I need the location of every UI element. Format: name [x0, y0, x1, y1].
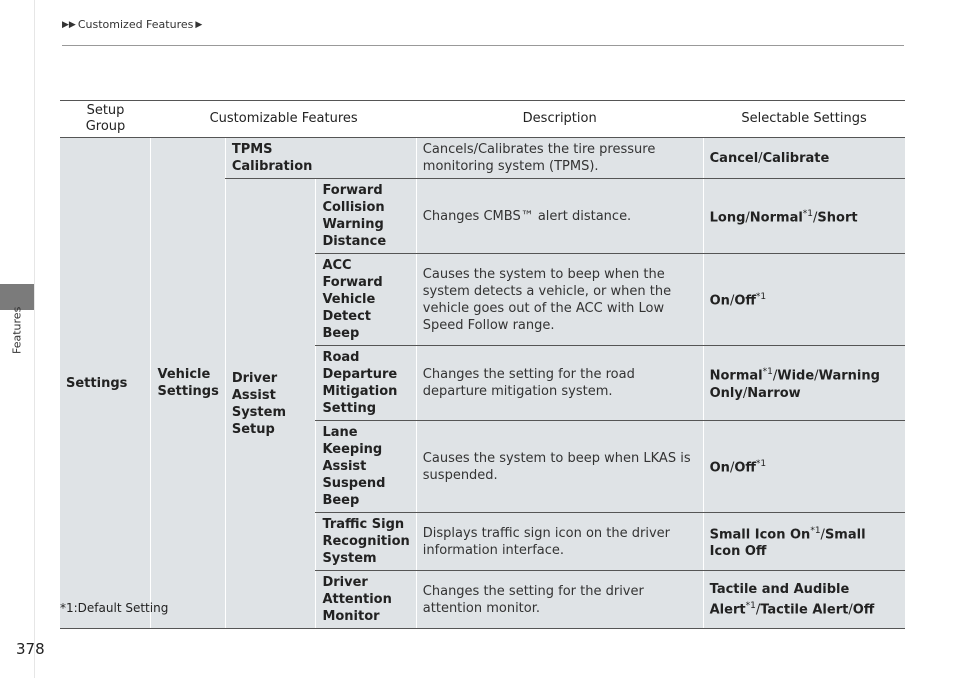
feature-name: Road Departure Mitigation Setting	[316, 346, 416, 421]
setting-separator: /	[755, 602, 761, 618]
setup-group: Settings	[60, 138, 151, 629]
footnote: *1:Default Setting	[60, 601, 169, 615]
selectable-settings	[703, 138, 905, 179]
default-marker: *1	[755, 292, 767, 303]
feature-description: Cancels/Calibrates the tire pressure monitoring system (TPMS).	[416, 138, 703, 179]
setting-separator: /	[820, 527, 825, 543]
header-setup-group: Setup Group	[60, 101, 151, 138]
page-number: 378	[16, 640, 45, 658]
setting-option: Short	[817, 210, 858, 226]
setting-option: Cancel	[709, 150, 759, 166]
selectable-settings	[703, 513, 905, 571]
setting-option: Tactile and Audible Alert	[709, 581, 850, 618]
breadcrumb-item[interactable]: Customized Features	[77, 18, 194, 31]
setting-option: Wide	[777, 368, 815, 384]
default-marker: *1	[802, 208, 814, 219]
setting-option: Tactile Alert	[760, 602, 849, 618]
side-divider	[34, 0, 35, 678]
setup-subgroup: Vehicle Settings	[151, 138, 225, 629]
feature-description: Causes the system to beep when the system detects a vehicle, or when the vehicle goes out of the ACC with Low Speed Follow range.	[416, 254, 703, 346]
setting-separator: /	[848, 602, 853, 618]
setting-option: On	[709, 293, 730, 309]
header-divider	[62, 45, 904, 46]
triangle-right-icon: ▶▶	[62, 19, 76, 30]
triangle-right-icon: ▶	[195, 19, 203, 30]
selectable-settings	[703, 179, 905, 254]
setting-option: Warning Only	[709, 368, 880, 401]
default-marker: *1	[745, 600, 756, 611]
feature-description: Changes the setting for the driver attention monitor.	[416, 571, 703, 629]
feature-description: Causes the system to beep when LKAS is suspended.	[416, 421, 703, 513]
default-marker: *1	[762, 367, 773, 378]
feature-name: TPMS Calibration	[225, 138, 416, 179]
header-customizable-features: Customizable Features	[151, 101, 416, 138]
setting-option: On	[709, 460, 730, 476]
feature-section: Driver Assist System Setup	[225, 179, 316, 629]
selectable-settings	[703, 346, 905, 421]
feature-description: Changes CMBS™ alert distance.	[416, 179, 703, 254]
feature-name: Driver Attention Monitor	[316, 571, 416, 629]
setting-option: Small Icon On	[709, 527, 811, 543]
default-marker: *1	[755, 459, 767, 470]
setting-separator: /	[772, 368, 778, 384]
setting-option: Normal	[749, 210, 803, 226]
setting-separator: /	[745, 210, 750, 226]
feature-description: Displays traffic sign icon on the driver information interface.	[416, 513, 703, 571]
setting-option: Narrow	[747, 385, 801, 401]
setting-option: Off	[734, 460, 756, 476]
setting-separator: /	[729, 460, 735, 476]
setting-separator: /	[813, 210, 818, 226]
setting-option: Off	[852, 602, 875, 618]
feature-name: ACC Forward Vehicle Detect Beep	[316, 254, 416, 346]
setting-option: Small Icon Off	[709, 527, 866, 560]
setting-separator: /	[742, 385, 748, 401]
setting-option: Calibrate	[762, 150, 830, 166]
feature-description: Changes the setting for the road departure mitigation system.	[416, 346, 703, 421]
setting-separator: /	[758, 150, 763, 166]
setting-separator: /	[814, 368, 819, 384]
setting-separator: /	[729, 293, 735, 309]
header-selectable-settings: Selectable Settings	[703, 101, 905, 138]
setting-option: Long	[709, 210, 746, 226]
selectable-settings	[703, 254, 905, 346]
side-section-label: Features	[10, 306, 24, 354]
feature-name: Traffic Sign Recognition System	[316, 513, 416, 571]
feature-name: Forward Collision Warning Distance	[316, 179, 416, 254]
setting-option: Normal	[709, 368, 763, 384]
selectable-settings	[703, 571, 905, 629]
breadcrumb	[62, 18, 202, 31]
default-marker: *1	[810, 525, 821, 536]
header-description: Description	[416, 101, 703, 138]
customized-features-table	[60, 100, 905, 629]
feature-name: Lane Keeping Assist Suspend Beep	[316, 421, 416, 513]
setting-option: Off	[734, 293, 756, 309]
table-row	[60, 138, 905, 179]
selectable-settings	[703, 421, 905, 513]
